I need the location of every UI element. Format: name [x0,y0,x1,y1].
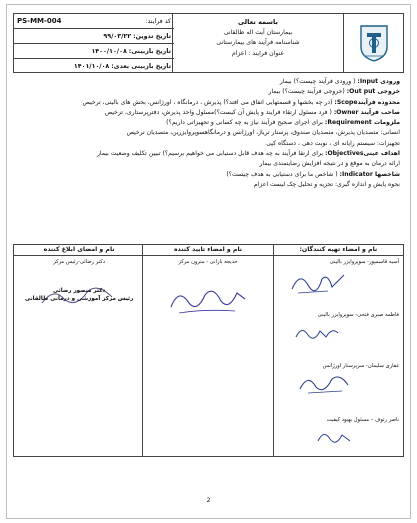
notifier-name: دکتر رضائی-رئیس مرکز [53,259,106,265]
date-reviewed-label: تاریخ بازبینی: [128,47,171,55]
output-label: خروجی Out put: [346,88,400,96]
date-next-review-label: تاریخ بازبینی بعدی: [111,63,171,70]
output-line [17,87,400,97]
signature-2-icon [292,321,342,345]
input-label: ورودی Input: [357,78,400,85]
approver-header: نام و امضاء تایید کننده [143,245,272,256]
measurement-line: نحوه پایش و اندازه گیری: تجزیه و تحلیل چک لیست اعزام [253,180,400,188]
objectives-label: اهداف عینیObjectives: [325,150,400,158]
notifier-column [14,245,144,456]
hospital-logo-icon [357,23,391,63]
date-next-review-value: ۱۴۰۱/۱۰/۰۸ [73,63,110,70]
requirement-label: ملزومات Requirement: [324,119,400,127]
owner-line [17,108,400,118]
preparers-column [273,245,403,456]
approver-signature-icon [165,281,251,321]
date-compiled-label: تاریخ تدوین: [133,32,171,40]
notifier-header: نام و امضای ابلاغ کننده [14,245,144,256]
process-description [17,77,400,190]
indicator-line [17,170,400,180]
approver-column [142,245,272,456]
preparer-1: آسیه قاسمپور- سوپروایزر بالینی [329,259,399,265]
owner-label: صاحب فرآیند Owner: [333,108,400,116]
date-compiled-value: ۹۹/۰۳/۲۲ [103,32,132,40]
signature-table [13,244,404,457]
scope-text: (در چه بخشها و قسمتهایی اتفاق می افتد؟) پذیرش ، درمانگاه ، اورژانس، بخش های بالینی، ترخیص [82,98,333,106]
header-invocation: باسمه تعالی [238,18,278,26]
date-next-review-row [14,59,174,74]
preparers-header: نام و امضاء تهیه کنندگان: [274,245,403,256]
scope-label: محدوده فرآیندScope: [334,98,400,106]
hospital-name: بیمارستان آیت اله طالقانی [223,28,293,36]
input-text: ( ورودی فرآیند چیست؟) بیمار [279,78,356,85]
notifier-signature-icon [34,279,124,315]
preparer-2: فاطمه صبری فتحی- سوپروایزر بالینی [317,312,399,318]
page-number: 2 [206,497,211,504]
owner-text: ( فرد مسئول ارتقاء فرایند و پایش آن کیست؟)مسئول واحد پذیرش، دفترپرستاری، ترخیص [104,108,332,116]
input-line [17,77,400,87]
logo-cell [343,14,403,72]
stamp-line-1: دکتر منصور رضائی [53,288,106,294]
date-reviewed-value: ۱۴۰۰/۱۰/۰۸ [91,47,127,55]
doc-code-value: PS-MM-004 [17,17,62,25]
stamp-line-2: رئیس مرکز آموزشی و درمانی طالقانی [24,296,134,302]
header-info-cell [14,14,174,72]
requirement-line [17,118,400,128]
indicator-text: ( شاخص ما برای دستیابی به هدف چیست؟) [226,170,338,178]
requirement-text: برای اجرای صحیح فرآیند نیاز به چه کسانی و تجهیزاتی داریم؟) [166,119,323,127]
header-title-cell [172,14,343,72]
document-page [6,4,411,519]
human-resources-line: انسانی: متصدیان پذیرش، متصدیان صندوق، پرستار تریاژ، اورژانس و درمانگاهسوپروایزرین، متصدیان ترخیص [126,129,400,137]
objectives-line [17,149,400,159]
signature-4-icon [314,427,354,449]
equipment-line: تجهیزات: سیستم رایانه ای ، نوبت دهی ، دستگاه کپی [266,139,400,147]
objectives-line-2: ارائه درمان به موقع و در نتیجه افزایش رضایتمندی بیمار [259,160,400,168]
signature-3-icon [294,371,354,397]
preparer-3: غفاری سلیمان- سرپرستار اورژانس [322,363,399,369]
signature-1-icon [288,267,348,297]
doc-code-row [14,14,174,29]
document-type: شناسنامه فرآیند های بیمارستانی [216,39,300,46]
process-title: عنوان فرایند : اعزام [231,49,285,57]
date-reviewed-row [14,44,174,59]
preparer-4: ناصر رئوف – مسئول بهبود کیفیت [326,417,399,423]
indicator-label: شاخصها Indicator: [339,170,400,178]
doc-code-label: کد فرایند: [145,17,171,25]
approver-name: خدیجه بازانی - مترون مرکز [178,259,238,265]
objectives-text: برای ارتقا فرآیند به چه هدف قابل دستیابی می خواهیم برسیم؟) تبیین تکلیف وضعیت بیمار [96,150,324,158]
date-compiled-row [14,29,174,44]
document-header [13,13,404,73]
scope-line [17,98,400,108]
output-text: (خروجی فرآیند چیست؟) بیمار [268,88,345,96]
